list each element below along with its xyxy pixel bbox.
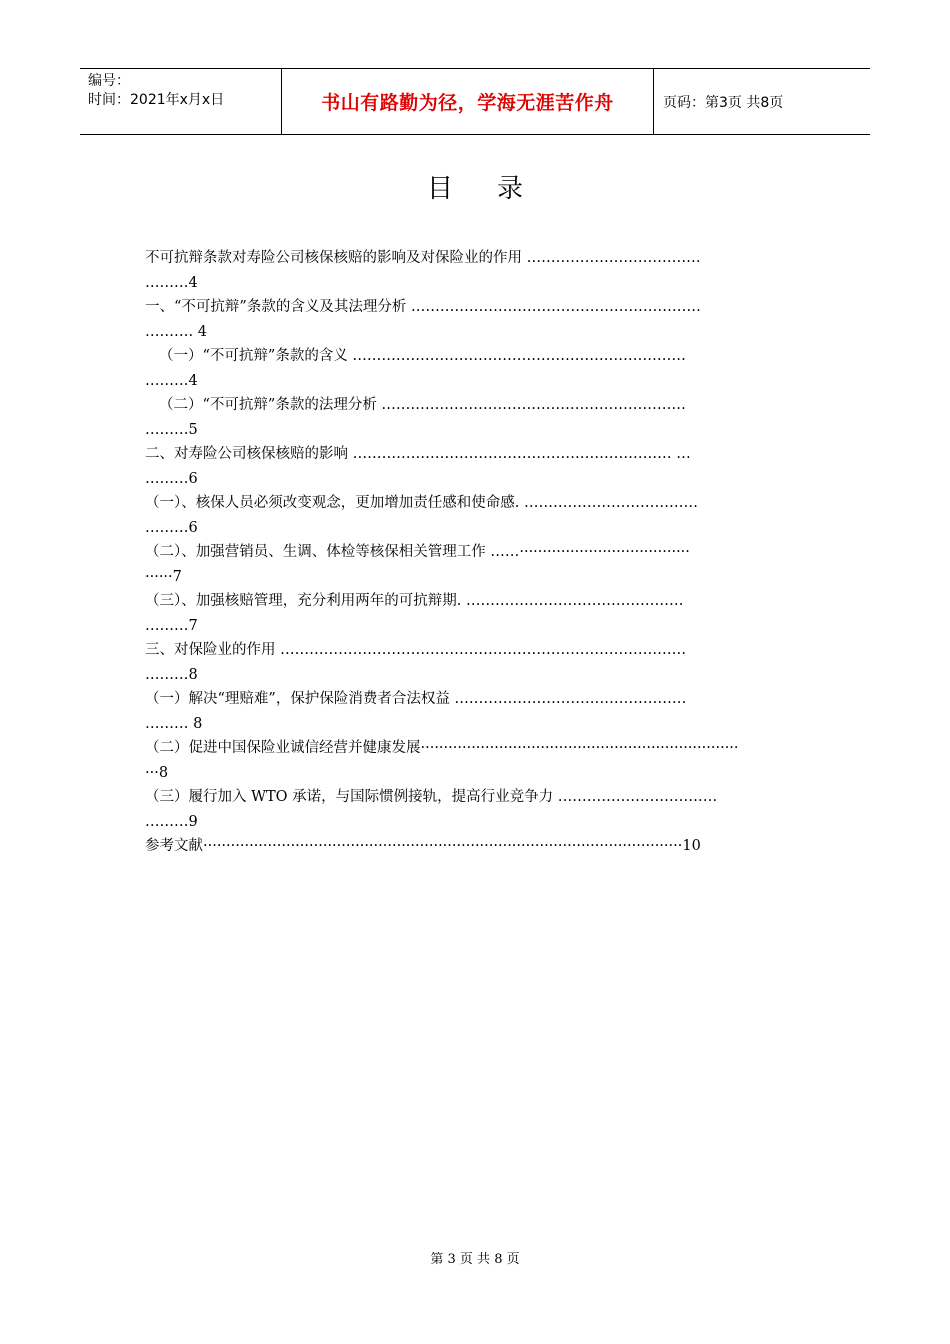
toc-entry[interactable] bbox=[145, 834, 810, 859]
toc-entry[interactable] bbox=[145, 638, 810, 687]
toc-entry-page: ······7 bbox=[145, 568, 182, 585]
toc-entry-text: 参考文献········································································································10 bbox=[145, 838, 701, 854]
toc-entry-page: ………6 bbox=[145, 470, 198, 487]
toc-entry-page: ……… 8 bbox=[145, 715, 203, 732]
toc-entry-page: ………6 bbox=[145, 519, 198, 536]
header-motto: 书山有路勤为径，学海无涯苦作舟 bbox=[281, 69, 654, 134]
toc-entry[interactable] bbox=[145, 736, 810, 785]
toc-entry[interactable] bbox=[145, 246, 810, 295]
toc-entry-text: （三）、加强核赔管理，充分利用两年的可抗辩期. ……………………………………… bbox=[145, 593, 684, 609]
toc-entry-text: （一）“不可抗辩”条款的含义 …………………………………………………………… bbox=[159, 348, 686, 364]
toc-entry-page: ………4 bbox=[145, 372, 198, 389]
toc-title: 目录 bbox=[426, 174, 567, 204]
toc-entry[interactable] bbox=[145, 491, 810, 540]
toc-entry-text: （三）履行加入 WTO 承诺，与国际惯例接轨，提高行业竞争力 …………………………… bbox=[145, 789, 718, 805]
toc-entry[interactable] bbox=[145, 393, 810, 442]
toc-entry[interactable] bbox=[145, 540, 810, 589]
toc-entry-text: （二）促进中国保险业诚信经营并健康发展····································································· bbox=[145, 740, 739, 756]
header-left-cell bbox=[80, 69, 281, 134]
toc-entry-page: ………4 bbox=[145, 274, 198, 291]
toc-entry-text: 一、“不可抗辩”条款的含义及其法理分析 …………………………………………………… bbox=[145, 299, 701, 315]
number-label: 编号： bbox=[88, 73, 130, 89]
toc-entry[interactable] bbox=[145, 295, 810, 344]
toc-entry[interactable] bbox=[145, 687, 810, 736]
toc-entry-page: ………. 4 bbox=[145, 323, 207, 340]
toc-entry-text: （一）、核保人员必须改变观念，更加增加责任感和使命感. ……………………………… bbox=[145, 495, 698, 511]
toc-entry-text: （二）“不可抗辩”条款的法理分析 ……………………………………………………… bbox=[159, 397, 686, 413]
time-label: 时间：2021年x月x日 bbox=[88, 92, 225, 108]
toc-entry[interactable] bbox=[145, 785, 810, 834]
toc-entry-text: 不可抗辩条款对寿险公司核保核赔的影响及对保险业的作用 ……………………………… bbox=[145, 250, 701, 266]
toc-entry-page: ………8 bbox=[145, 666, 198, 683]
toc-entry[interactable] bbox=[145, 442, 810, 491]
toc-entry-text: 二、对寿险公司核保核赔的影响 ………………………………………………………… … bbox=[145, 446, 691, 462]
toc-entry-text: 三、对保险业的作用 ………………………………………………………………………… bbox=[145, 642, 687, 658]
page-header bbox=[80, 68, 870, 135]
page-footer: 第 3 页 共 8 页 bbox=[430, 1252, 520, 1267]
table-of-contents bbox=[145, 246, 810, 859]
toc-entry-page: ………9 bbox=[145, 813, 198, 830]
toc-entry-page: ···8 bbox=[145, 764, 169, 781]
header-page-label: 页码：第3页 共8页 bbox=[663, 94, 784, 111]
toc-entry-page: ………7 bbox=[145, 617, 198, 634]
toc-entry-text: （二）、加强营销员、生调、体检等核保相关管理工作 ……····································· bbox=[145, 544, 690, 560]
toc-entry-page: ………5 bbox=[145, 421, 198, 438]
toc-entry-text: （一）解决“理赔难”，保护保险消费者合法权益 ………………………………………… bbox=[145, 691, 687, 707]
toc-entry[interactable] bbox=[145, 589, 810, 638]
toc-entry[interactable] bbox=[145, 344, 810, 393]
